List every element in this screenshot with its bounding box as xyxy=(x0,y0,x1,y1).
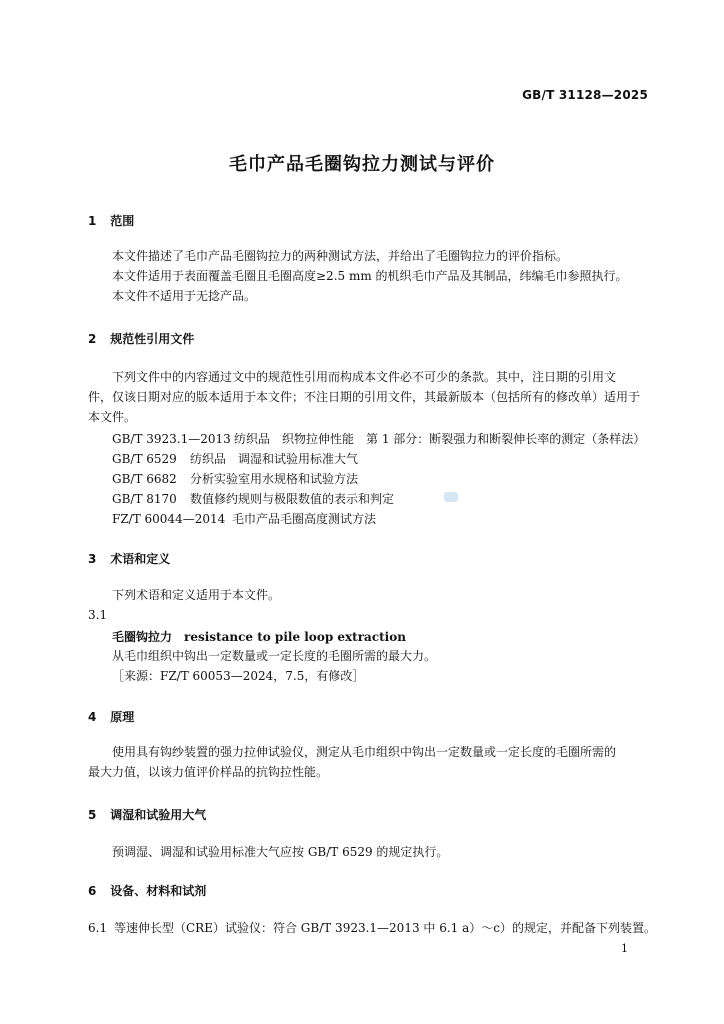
reference-title: 纺织品 调湿和试验用标准大气 xyxy=(190,452,359,466)
section-number: 2 xyxy=(88,332,97,346)
section-number: 6 xyxy=(88,884,97,898)
term-entry xyxy=(112,628,406,645)
paragraph: 下列术语和定义适用于本文件。 xyxy=(112,588,281,602)
paragraph: 使用具有钩纱装置的强力拉伸试验仪，测定从毛巾组织中钩出一定数量或一定长度的毛圈所需的 xyxy=(112,745,617,759)
reference-title: 毛巾产品毛圈高度测试方法 xyxy=(232,512,377,526)
section-title: 设备、材料和试剂 xyxy=(110,884,207,898)
reference-item xyxy=(112,470,358,487)
section-title: 术语和定义 xyxy=(110,552,171,566)
reference-item xyxy=(112,450,358,467)
reference-code: GB/T 6682 xyxy=(112,472,177,486)
section-6-heading xyxy=(88,882,206,899)
section-title: 范围 xyxy=(110,214,135,228)
reference-item xyxy=(112,490,394,507)
section-title: 调湿和试验用大气 xyxy=(110,808,207,822)
section-5-heading xyxy=(88,806,206,823)
paragraph: 本文件适用于表面覆盖毛圈且毛圈高度≥2.5 mm 的机织毛巾产品及其制品，纬编毛巾参照执行。 xyxy=(112,269,628,283)
clause-6-1 xyxy=(88,918,656,938)
paragraph: 本文件描述了毛巾产品毛圈钩拉力的两种测试方法，并给出了毛圈钩拉力的评价指标。 xyxy=(112,249,569,263)
standard-number: GB/T 31128—2025 xyxy=(522,88,648,102)
section-3-heading xyxy=(88,550,170,567)
term-english: resistance to pile loop extraction xyxy=(184,630,406,644)
term-definition: 从毛巾组织中钩出一定数量或一定长度的毛圈所需的最大力。 xyxy=(112,649,437,663)
clause-text: 等速伸长型（CRE）试验仪：符合 GB/T 3923.1—2013 中 6.1 a）～c）的规定，并配备下列装置。 xyxy=(114,921,656,935)
paragraph: 下列文件中的内容通过文中的规范性引用而构成本文件必不可少的条款。其中，注日期的引用文 xyxy=(112,370,617,384)
clause-number: 3.1 xyxy=(88,608,108,622)
reference-code: GB/T 8170 xyxy=(112,492,177,506)
reference-item xyxy=(112,510,376,527)
reference-code: FZ/T 60044—2014 xyxy=(112,512,226,526)
section-title: 规范性引用文件 xyxy=(110,332,195,346)
reference-code: GB/T 6529 xyxy=(112,452,177,466)
reference-title: 分析实验室用水规格和试验方法 xyxy=(190,472,359,486)
term-chinese: 毛圈钩拉力 xyxy=(112,630,173,644)
paragraph: 最大力值，以该力值评价样品的抗钩拉性能。 xyxy=(88,765,329,779)
section-4-heading xyxy=(88,708,134,725)
paragraph: 件，仅该日期对应的版本适用于本文件；不注日期的引用文件，其最新版本（包括所有的修改单）适用于 xyxy=(88,390,641,404)
term-source: ［来源：FZ/T 60053—2024，7.5，有修改］ xyxy=(112,669,365,683)
reference-code: GB/T 3923.1—2013 xyxy=(112,432,231,446)
reference-item xyxy=(112,430,645,447)
document-title: 毛巾产品毛圈钩拉力测试与评价 xyxy=(229,154,495,175)
page-number: 1 xyxy=(621,942,628,955)
section-number: 4 xyxy=(88,710,97,724)
section-2-heading xyxy=(88,330,194,347)
section-number: 1 xyxy=(88,214,97,228)
watermark-stamp xyxy=(444,492,458,502)
reference-title: 数值修约规则与极限数值的表示和判定 xyxy=(190,492,395,506)
paragraph: 本文件。 xyxy=(88,410,137,424)
reference-title: 纺织品 织物拉伸性能 第 1 部分：断裂强力和断裂伸长率的测定（条样法） xyxy=(234,432,646,446)
section-1-heading xyxy=(88,212,134,229)
paragraph: 本文件不适用于无捻产品。 xyxy=(112,289,257,303)
section-number: 5 xyxy=(88,808,97,822)
paragraph: 预调湿、调湿和试验用标准大气应按 GB/T 6529 的规定执行。 xyxy=(112,845,449,859)
clause-number: 6.1 xyxy=(88,921,108,935)
section-number: 3 xyxy=(88,552,97,566)
section-title: 原理 xyxy=(110,710,135,724)
